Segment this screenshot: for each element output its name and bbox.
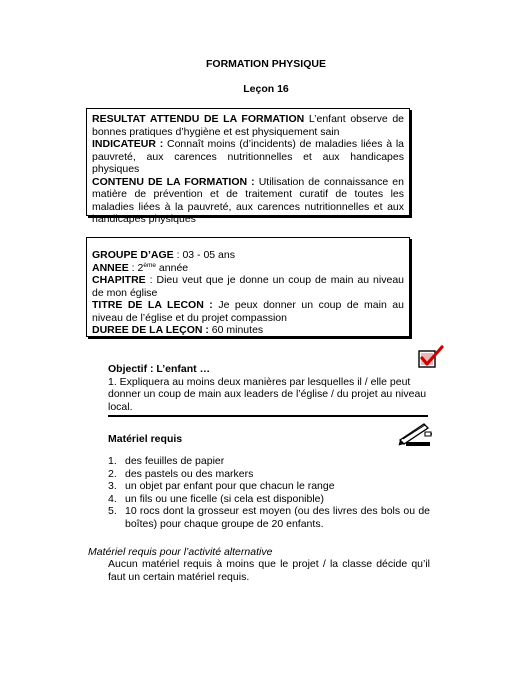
pencil-crayon-icon <box>398 420 432 446</box>
list-item-number: 2. <box>108 467 117 480</box>
objective-section <box>108 363 430 413</box>
list-item-text: un fils ou une ficelle (si cela est disponible) <box>125 492 325 505</box>
lesson-title-label: TITRE DE LA LECON : <box>92 299 213 311</box>
lesson-title-line <box>92 299 404 324</box>
objective-text: 1. Expliquera au moins deux manières par lesquelles il / elle peut donner un coup de main aux leaders de l’église / du projet au niveau local. <box>108 375 427 413</box>
list-item-number: 1. <box>108 455 117 467</box>
list-item <box>108 468 430 481</box>
list-item-text: 10 rocs dont la grosseur est moyen (ou des livres des bols ou de boîtes) pour chaque groupe de 20 enfants. <box>125 505 430 530</box>
age-line <box>92 249 404 262</box>
duration-text: 60 minutes <box>208 324 264 336</box>
list-item-text: un objet par enfant pour que chacun le range <box>125 480 335 492</box>
result-text: L’enfant observe de bonnes pratiques d’hygiène et est physiquement sain <box>92 113 404 138</box>
age-text: : 03 - 05 ans <box>173 249 235 261</box>
result-paragraph <box>92 113 404 138</box>
chapter-text: : Dieu veut que je donne un coup de main au niveau de mon église <box>92 274 404 299</box>
list-item-number: 3. <box>108 480 117 492</box>
indicator-text: Connaît moins (d’incidents) de maladies liées à la pauvreté, aux carences nutritionnelles et aux handicapes physiques <box>92 138 404 175</box>
section-divider <box>108 415 428 417</box>
year-line <box>92 262 404 275</box>
duration-line <box>92 324 404 337</box>
materials-list <box>108 455 430 530</box>
chapter-label: CHAPITRE <box>92 274 146 286</box>
alternative-materials-title: Matériel requis pour l’activité alternative <box>88 546 273 558</box>
list-item <box>108 455 430 468</box>
year-prefix: : 2 <box>128 261 144 274</box>
duration-label: DUREE DE LA LEÇON : <box>92 324 209 336</box>
list-item-text: des feuilles de papier <box>125 455 225 467</box>
list-item-text: des pastels ou des markers <box>125 467 254 480</box>
result-label: RESULTAT ATTENDU DE LA FORMATION <box>92 113 305 125</box>
page-title: FORMATION PHYSIQUE <box>206 58 326 70</box>
year-label: ANNEE <box>92 261 129 274</box>
indicator-paragraph <box>92 138 404 176</box>
content-label: CONTENU DE LA FORMATION : <box>92 175 255 188</box>
chapter-line <box>92 274 404 299</box>
alternative-materials-text: Aucun matériel requis à moins que le projet / la classe décide qu’il faut un certain matériel requis. <box>108 558 430 583</box>
list-item <box>108 480 430 493</box>
list-item <box>108 493 430 506</box>
lesson-info-box <box>86 237 410 337</box>
age-label: GROUPE D’AGE <box>92 249 174 261</box>
year-suffix: année <box>156 261 189 274</box>
materials-title: Matériel requis <box>108 433 183 445</box>
year-superscript: ème <box>143 261 157 269</box>
objective-title: Objectif : L’enfant … <box>108 363 211 375</box>
list-item <box>108 505 430 530</box>
list-item-number: 5. <box>108 505 117 517</box>
indicator-label: INDICATEUR : <box>92 138 164 150</box>
content-paragraph <box>92 176 404 226</box>
lesson-number: Leçon 16 <box>243 83 289 95</box>
formation-result-box <box>86 108 410 225</box>
content-text: Utilisation de connaissance en matière de prévention et de traitement curatif de toutes les maladies liées à la pauvreté, aux carences nutritionnelles et aux handicapes physiques <box>92 175 404 225</box>
list-item-number: 4. <box>108 492 117 505</box>
lesson-title-text: Je peux donner un coup de main au niveau de l’église et du projet compassion <box>92 299 404 324</box>
